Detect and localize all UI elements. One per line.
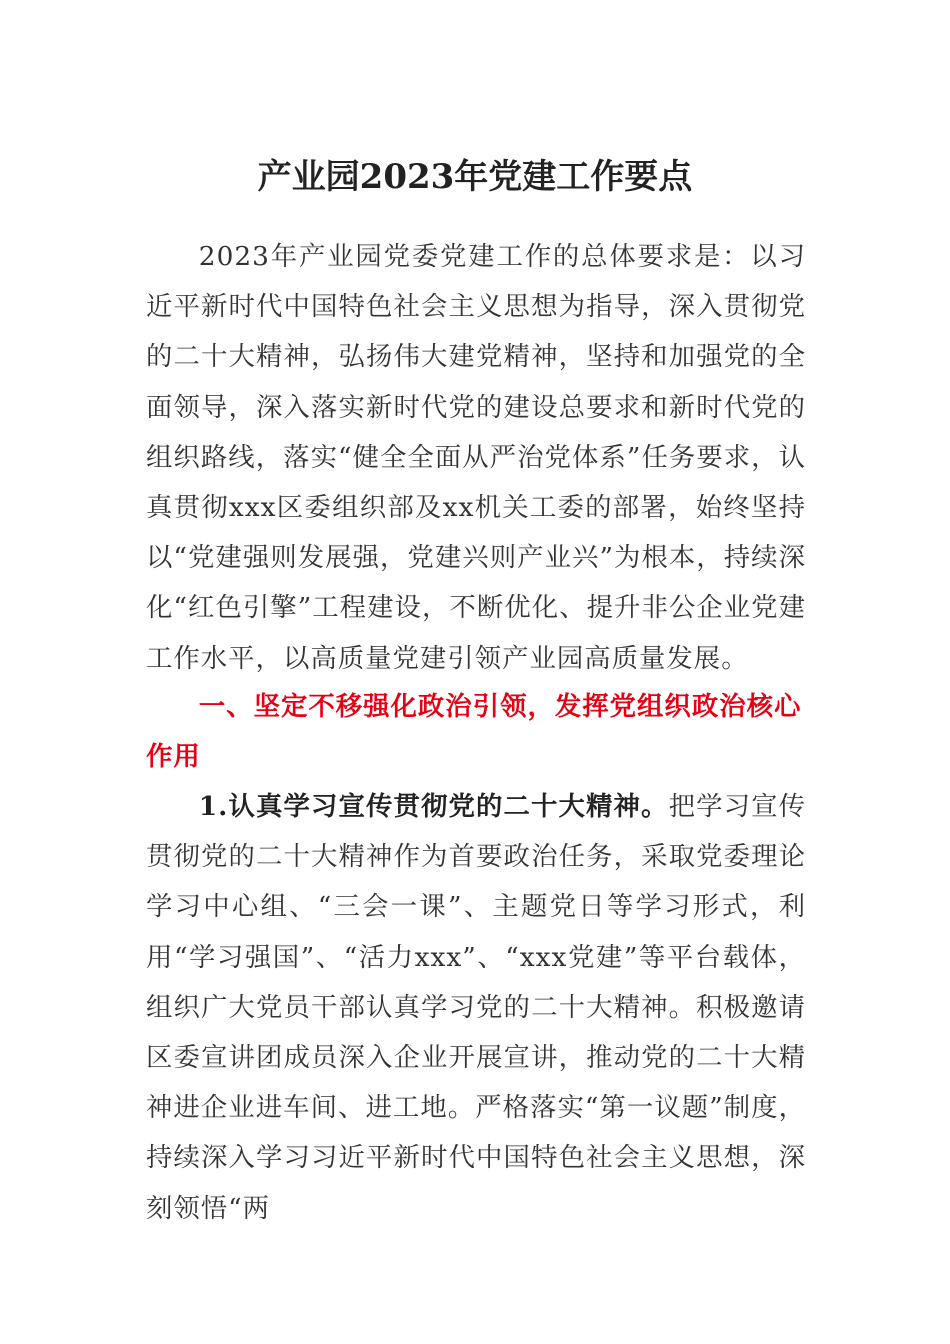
item-lead: 1.认真学习宣传贯彻党的二十大精神。 bbox=[198, 791, 669, 822]
item-body: 把学习宣传贯彻党的二十大精神作为首要政治任务，采取党委理论学习中心组、“三会一课”、主题党日等学习形式，利用“学习强国”、“活力xxx”、“xxx党建”等平台载体，组织广大党员干部认真学习党的二十大精神。积极邀请区委宣讲团成员深入企业开展宣讲，推动党的二十大精神进企业进车间、进工地。严格落实“第一议题”制度，持续深入学习习近平新时代中国特色社会主义思想，深刻领悟“两 bbox=[146, 791, 806, 1224]
section-heading: 一、坚定不移强化政治引领，发挥党组织政治核心作用 bbox=[146, 691, 802, 773]
document-title: 产业园2023年党建工作要点 bbox=[257, 157, 693, 197]
intro-paragraph: 2023年产业园党委党建工作的总体要求是：以习近平新时代中国特色社会主义思想为指导，深入贯彻党的二十大精神，弘扬伟大建党精神，坚持和加强党的全面领导，深入落实新时代党的建设总要求和新时代党的组织路线，落实“健全全面从严治党体系”任务要求，认真贯彻xxx区委组织部及xx机关工委的部署，始终坚持以“党建强则发展强，党建兴则产业兴”为根本，持续深化“红色引擎”工程建设，不断优化、提升非公企业党建工作水平，以高质量党建引领产业园高质量发展。 bbox=[146, 241, 806, 674]
item-paragraph bbox=[146, 782, 806, 1234]
